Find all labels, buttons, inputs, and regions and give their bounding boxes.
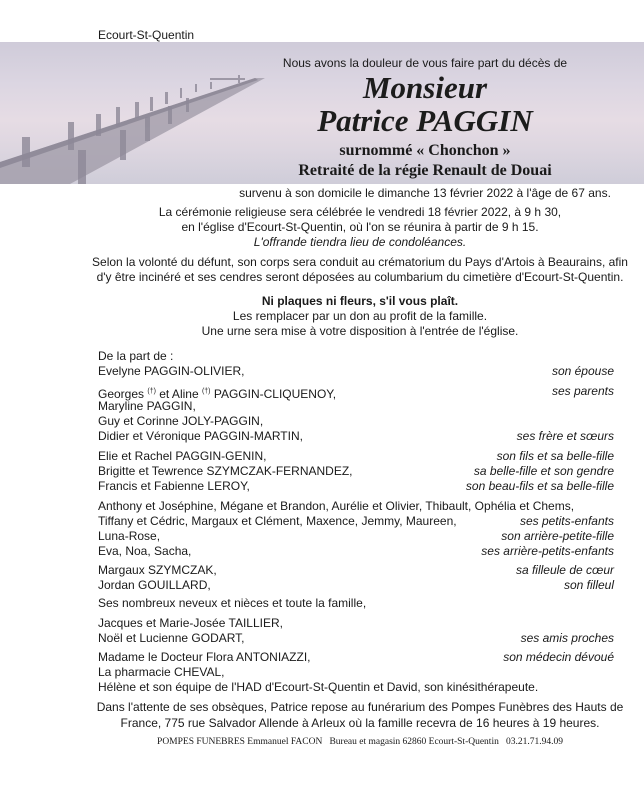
family-relation: son filleul <box>563 578 614 592</box>
family-row <box>98 529 614 544</box>
family-member-name-part: et Aline <box>155 387 202 401</box>
family-row <box>98 650 614 665</box>
footer-funeral-director: POMPES FUNEBRES Emmanuel FACON Bureau et magasin 62860 Ecourt-St-Quentin 03.21.71.94.09 <box>157 737 563 747</box>
family-member-name: Luna-Rose, <box>98 529 161 543</box>
family-relation: ses petits-enfants <box>519 514 614 528</box>
flowers-line: Les remplacer par un don au profit de la famille. <box>232 309 488 323</box>
ceremony-block <box>80 205 640 250</box>
family-member-name: Didier et Véronique PAGGIN-MARTIN, <box>98 429 303 443</box>
funeral-home-line: Dans l'attente de ses obsèques, Patrice repose au funérarium des Pompes Funèbres des Hauts de <box>96 700 624 714</box>
family-member-name: Evelyne PAGGIN-OLIVIER, <box>98 364 245 378</box>
death-announcement: survenu à son domicile le dimanche 13 février 2022 à l'âge de 67 ans. <box>239 186 611 200</box>
family-member-name: Maryline PAGGIN, <box>98 399 196 413</box>
family-row <box>98 563 614 578</box>
family-row <box>98 616 614 631</box>
family-row <box>98 578 614 593</box>
nickname: surnommé « Chonchon » <box>339 142 511 159</box>
ceremony-line: en l'église d'Ecourt-St-Quentin, où l'on se réunira à partir de 9 h 15. <box>181 220 539 234</box>
occupation: Retraité de la régie Renault de Douai <box>298 162 552 179</box>
family-row <box>98 464 614 479</box>
family-member-name: Jacques et Marie-Josée TAILLIER, <box>98 616 283 630</box>
family-member-name: Margaux SZYMCZAK, <box>98 563 217 577</box>
family-row <box>98 429 614 444</box>
family-row <box>98 544 614 559</box>
family-member-name: Guy et Corinne JOLY-PAGGIN, <box>98 414 264 428</box>
deceased-name: Patrice PAGGIN <box>317 103 533 138</box>
no-flowers-note: Ni plaques ni fleurs, s'il vous plaît. <box>261 294 459 308</box>
family-row <box>98 665 614 680</box>
family-member-name: Ses nombreux neveux et nièces et toute la famille, <box>98 596 367 610</box>
family-row <box>98 449 614 464</box>
cremation-block <box>80 255 640 285</box>
deceased-marker: (†) <box>201 388 211 395</box>
family-relation: sa filleule de cœur <box>515 563 614 577</box>
family-row <box>98 384 614 399</box>
family-member-name: Francis et Fabienne LEROY, <box>98 479 250 493</box>
family-member-name: Tiffany et Cédric, Margaux et Clément, Maxence, Jemmy, Maureen, <box>98 514 457 528</box>
family-relation: son beau-fils et sa belle-fille <box>465 479 614 493</box>
family-relation: son médecin dévoué <box>503 650 614 664</box>
ceremony-line: La cérémonie religieuse sera célébrée le vendredi 18 février 2022, à 9 h 30, <box>158 205 562 219</box>
condolences-note: L'offrande tiendra lieu de condoléances. <box>253 235 467 249</box>
deceased-marker: (†) <box>147 388 156 395</box>
family-row <box>98 399 614 414</box>
family-row <box>98 596 614 611</box>
family-relation: ses frère et sœurs <box>516 429 614 443</box>
family-member-name: Elie et Rachel PAGGIN-GENIN, <box>98 449 267 463</box>
family-row <box>98 631 614 646</box>
family-row <box>98 514 614 529</box>
family-intro: De la part de : <box>98 349 174 363</box>
family-relation: ses arrière-petits-enfants <box>481 544 614 558</box>
family-member-name: Hélène et son équipe de l'HAD d'Ecourt-St-Quentin et David, son kinésithérapeute. <box>98 680 539 694</box>
funeral-home-line: France, 775 rue Salvador Allende à Arleux où la famille recevra de 16 heures à 19 heures. <box>120 716 600 730</box>
funeral-home-block <box>80 699 640 731</box>
family-row <box>98 499 614 514</box>
family-row <box>98 414 614 429</box>
flowers-line: Une urne sera mise à votre disposition à l'entrée de l'église. <box>201 324 519 338</box>
flowers-block <box>80 294 640 339</box>
family-member-name: La pharmacie CHEVAL, <box>98 665 225 679</box>
family-row <box>98 479 614 494</box>
family-relation: sa belle-fille et son gendre <box>473 464 614 478</box>
title: Monsieur <box>362 70 488 105</box>
family-relation: ses amis proches <box>520 631 614 645</box>
family-member-name: Madame le Docteur Flora ANTONIAZZI, <box>98 650 311 664</box>
intro-text: Nous avons la douleur de vous faire part du décès de <box>282 56 568 70</box>
family-relation: ses parents <box>551 384 614 398</box>
family-member-name: Noël et Lucienne GODART, <box>98 631 245 645</box>
cremation-line: Selon la volonté du défunt, son corps sera conduit au crématorium du Pays d'Artois à Beaurains, afin <box>92 255 628 269</box>
family-member-name-part: Georges <box>98 387 148 401</box>
family-relation: son fils et sa belle-fille <box>496 449 614 463</box>
family-row <box>98 680 614 695</box>
family-row <box>98 364 614 379</box>
cremation-line: d'y être incinéré et ses cendres seront déposées au columbarium du cimetière d'Ecourt-St-Quentin. <box>96 270 624 284</box>
family-member-name: Brigitte et Tewrence SZYMCZAK-FERNANDEZ, <box>98 464 353 478</box>
family-member-name-part: PAGGIN-CLIQUENOY, <box>210 387 337 401</box>
family-member-name: Eva, Noa, Sacha, <box>98 544 192 558</box>
header-banner <box>0 42 644 184</box>
family-member-name: Jordan GOUILLARD, <box>98 578 211 592</box>
family-relation: son épouse <box>551 364 614 378</box>
town-name: Ecourt-St-Quentin <box>98 28 195 42</box>
family-member-name: Anthony et Joséphine, Mégane et Brandon, Aurélie et Olivier, Thibault, Ophélia et Chems, <box>98 499 575 513</box>
family-relation: son arrière-petite-fille <box>501 529 614 543</box>
